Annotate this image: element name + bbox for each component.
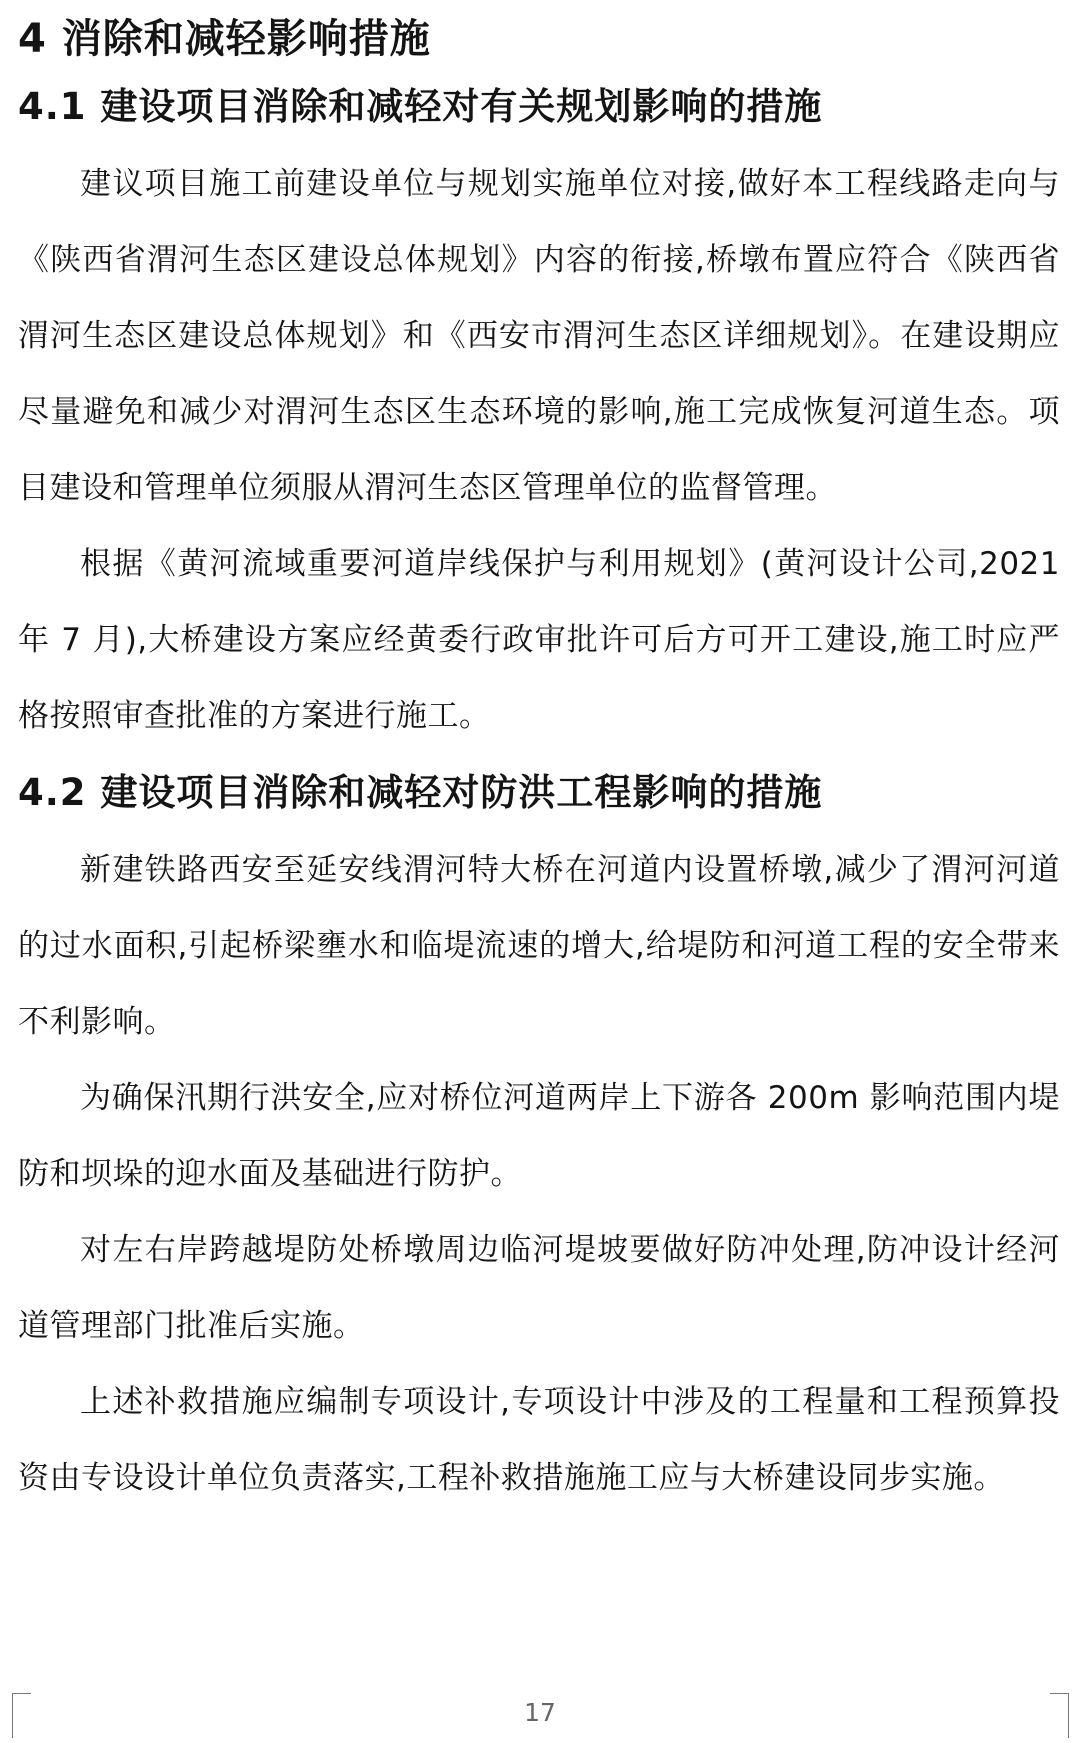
section-4-2-paragraph-2: 为确保汛期行洪安全,应对桥位河道两岸上下游各 200m 影响范围内堤防和坝垛的迎水面及基础进行防护。 <box>18 1080 1060 1192</box>
section-4-2-title: 4.2 建设项目消除和减轻对防洪工程影响的措施 <box>18 771 823 814</box>
section-4-2-paragraph-3: 对左右岸跨越堤防处桥墩周边临河堤坡要做好防冲处理,防冲设计经河道管理部门批准后实施。 <box>18 1232 1060 1344</box>
section-4-2-paragraph-4: 上述补救措施应编制专项设计,专项设计中涉及的工程量和工程预算投资由专设设计单位负责落实,工程补救措施施工应与大桥建设同步实施。 <box>18 1384 1060 1496</box>
section-4-1-title: 4.1 建设项目消除和减轻对有关规划影响的措施 <box>18 85 823 128</box>
section-4-1-paragraph-1: 建议项目施工前建设单位与规划实施单位对接,做好本工程线路走向与《陕西省渭河生态区建设总体规划》内容的衔接,桥墩布置应符合《陕西省渭河生态区建设总体规划》和《西安市渭河生态区详细规划》。在建设期应尽量避免和减少对渭河生态区生态环境的影响,施工完成恢复河道生态。项目建设和管理单位须服从渭河生态区管理单位的监督管理。 <box>18 166 1060 506</box>
page-number: 17 <box>524 1698 556 1727</box>
section-4-1-paragraph-2: 根据《黄河流域重要河道岸线保护与利用规划》(黄河设计公司,2021 年 7 月),大桥建设方案应经黄委行政审批许可后方可开工建设,施工时应严格按照审查批准的方案进行施工。 <box>18 546 1060 734</box>
chapter-title: 4 消除和减轻影响措施 <box>18 16 431 62</box>
section-4-2-paragraph-1: 新建铁路西安至延安线渭河特大桥在河道内设置桥墩,减少了渭河河道的过水面积,引起桥梁壅水和临堤流速的增大,给堤防和河道工程的安全带来不利影响。 <box>18 852 1060 1040</box>
